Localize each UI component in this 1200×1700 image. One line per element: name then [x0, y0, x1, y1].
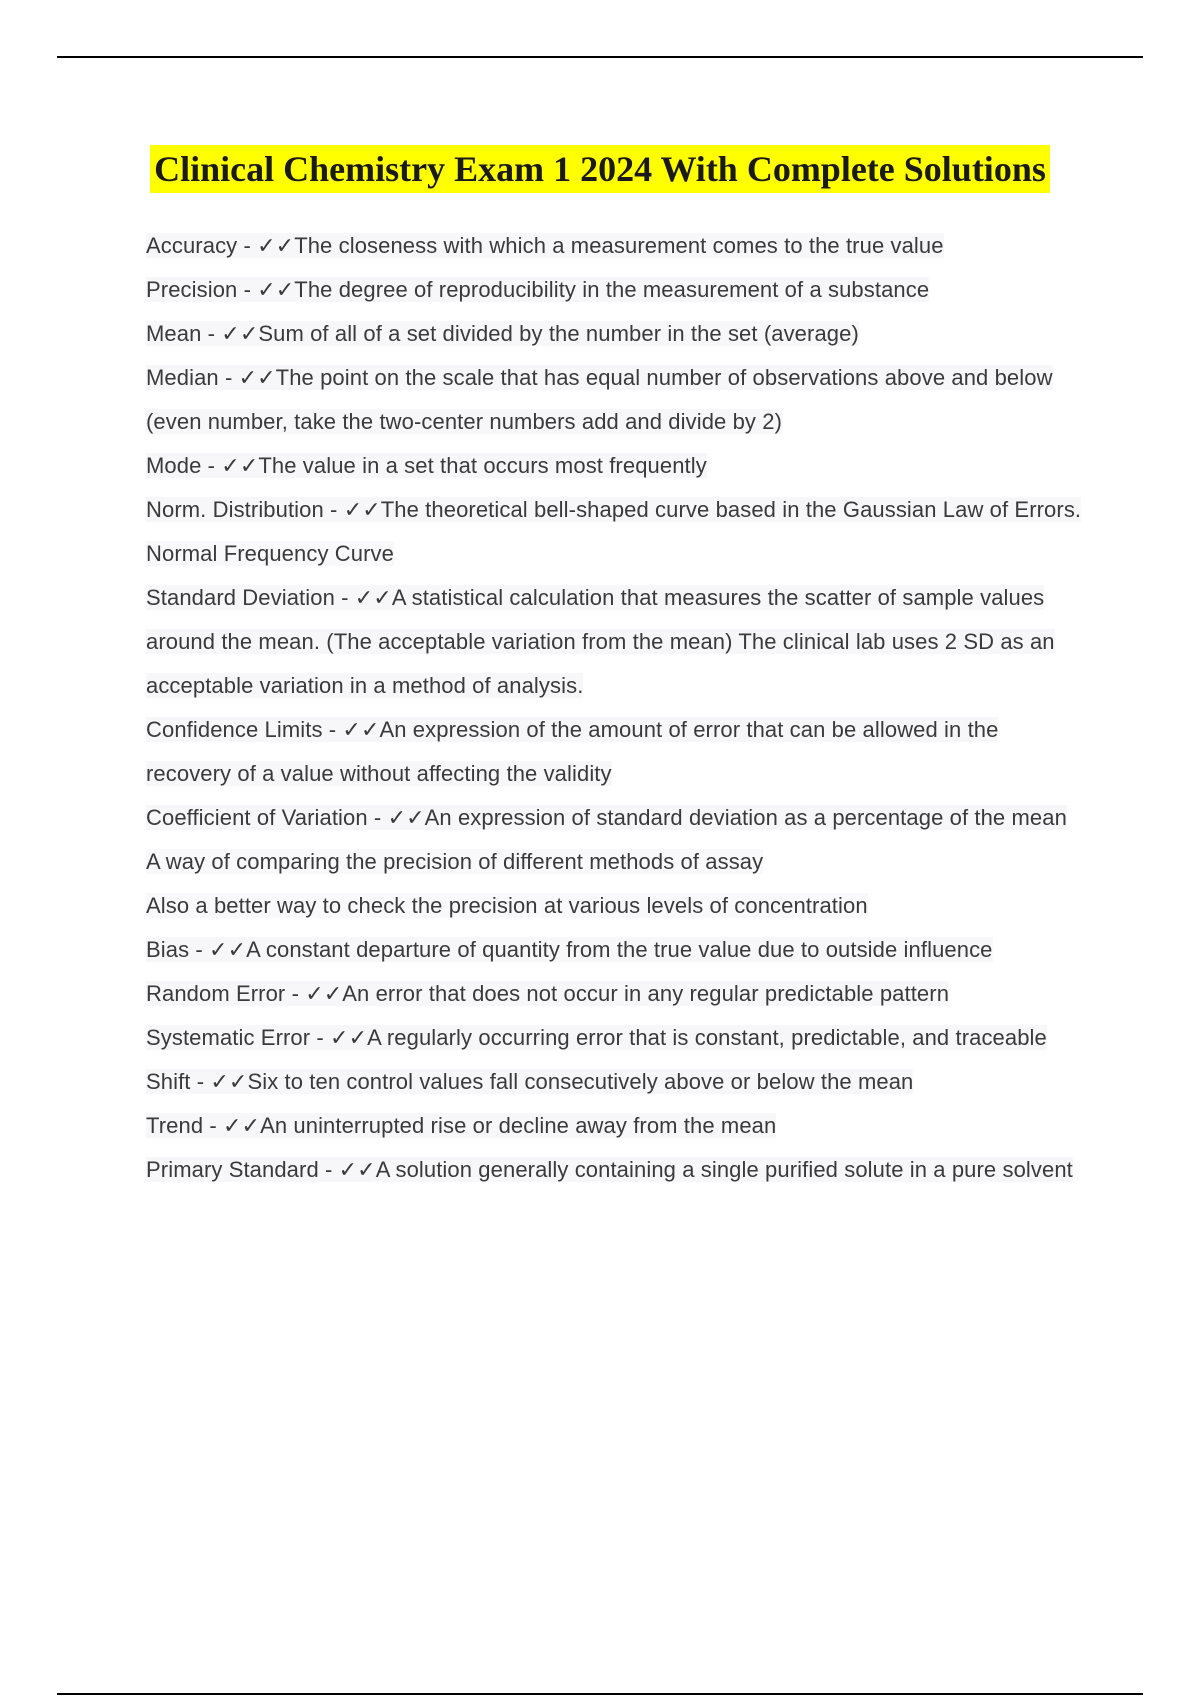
definition-text: Primary Standard - ✓✓A solution generally containing a single purified solute in a pure solvent	[146, 1157, 1073, 1182]
definition-continuation	[146, 840, 1086, 884]
definition-precision	[146, 268, 1086, 312]
definition-shift	[146, 1060, 1086, 1104]
definition-text: Trend - ✓✓An uninterrupted rise or decline away from the mean	[146, 1113, 777, 1138]
top-divider	[57, 56, 1143, 58]
definition-accuracy	[146, 224, 1086, 268]
definition-text: Median - ✓✓The point on the scale that has equal number of observations above and below (even number, take the two-center numbers add and divide by 2)	[146, 365, 1053, 434]
definition-median	[146, 356, 1086, 444]
definition-text: A way of comparing the precision of different methods of assay	[146, 849, 764, 874]
definition-text: Precision - ✓✓The degree of reproducibility in the measurement of a substance	[146, 277, 930, 302]
definition-trend	[146, 1104, 1086, 1148]
definition-random-error	[146, 972, 1086, 1016]
definition-text: Standard Deviation - ✓✓A statistical calculation that measures the scatter of sample values around the mean. (The acceptable variation from the mean) The clinical lab uses 2 SD as an acceptable variation in a method of analysis.	[146, 585, 1055, 698]
definition-systematic-error	[146, 1016, 1086, 1060]
definition-text: Mean - ✓✓Sum of all of a set divided by the number in the set (average)	[146, 321, 859, 346]
definition-text: Confidence Limits - ✓✓An expression of the amount of error that can be allowed in the recovery of a value without affecting the validity	[146, 717, 999, 786]
definition-text: Shift - ✓✓Six to ten control values fall consecutively above or below the mean	[146, 1069, 914, 1094]
title-container	[0, 145, 1200, 193]
definition-continuation	[146, 884, 1086, 928]
definition-continuation	[146, 532, 1086, 576]
definitions-list	[146, 224, 1086, 1192]
definition-coefficient-of-variation	[146, 796, 1086, 840]
definition-text: Mode - ✓✓The value in a set that occurs most frequently	[146, 453, 707, 478]
definition-text: Also a better way to check the precision at various levels of concentration	[146, 893, 868, 918]
definition-primary-standard	[146, 1148, 1086, 1192]
definition-text: Random Error - ✓✓An error that does not occur in any regular predictable pattern	[146, 981, 950, 1006]
bottom-divider	[57, 1693, 1143, 1695]
page-title: Clinical Chemistry Exam 1 2024 With Complete Solutions	[150, 145, 1050, 193]
definition-norm-distribution	[146, 488, 1086, 532]
definition-mean	[146, 312, 1086, 356]
definition-bias	[146, 928, 1086, 972]
definition-mode	[146, 444, 1086, 488]
definition-text: Coefficient of Variation - ✓✓An expression of standard deviation as a percentage of the mean	[146, 805, 1067, 830]
definition-confidence-limits	[146, 708, 1086, 796]
definition-text: Systematic Error - ✓✓A regularly occurring error that is constant, predictable, and traceable	[146, 1025, 1047, 1050]
definition-text: Bias - ✓✓A constant departure of quantity from the true value due to outside influence	[146, 937, 993, 962]
definition-text: Norm. Distribution - ✓✓The theoretical bell-shaped curve based in the Gaussian Law of Errors.	[146, 497, 1082, 522]
definition-standard-deviation	[146, 576, 1086, 708]
definition-text: Normal Frequency Curve	[146, 541, 394, 566]
definition-text: Accuracy - ✓✓The closeness with which a measurement comes to the true value	[146, 233, 944, 258]
